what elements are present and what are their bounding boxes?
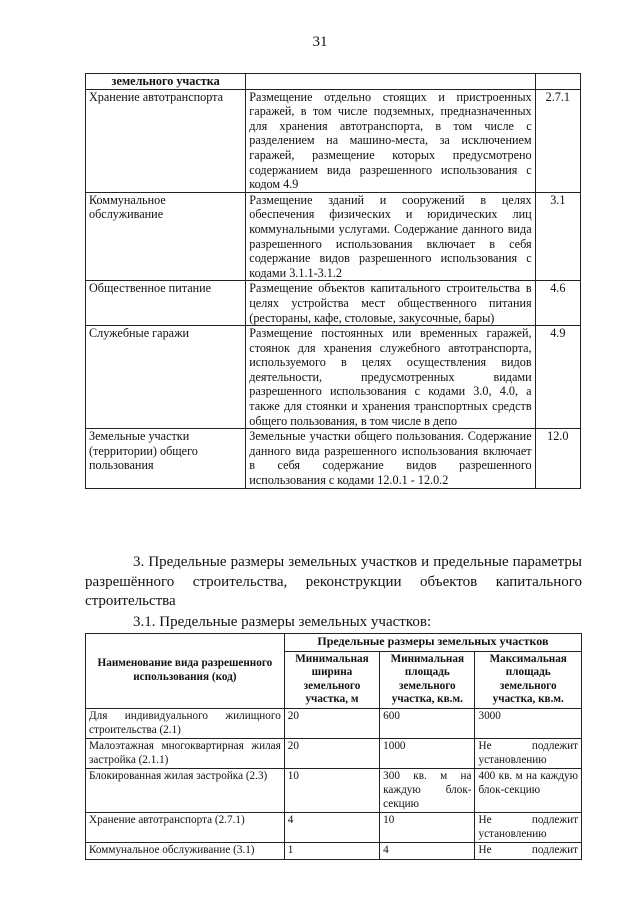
use-name: Малоэтажная многоквартирная жилая застройка (2.1.1) [86,739,285,769]
max-area-value: Не подлежит установлению [475,813,582,843]
table-row [86,89,581,192]
use-name: Служебные гаражи [86,326,246,429]
use-description: Размещение постоянных или временных гаражей, стоянок для хранения служебного автотранспорта, используемого в целях осуществления видов деятельности, предусмотренных видами разрешенного использования с кодами 3.0, 4.0, а также для стоянки и хранения транспортных средств общего пользования, в том числе в депо [246,326,535,429]
column-group-header: Предельные размеры земельных участков [284,634,581,652]
min-area-value: 600 [380,708,475,738]
use-code: 12.0 [535,429,580,488]
use-name: Общественное питание [86,281,246,326]
section-heading-paragraph: 3. Предельные размеры земельных участков и предельные параметры разрешённого строительства, реконструкции объектов капитального строительства [85,554,582,609]
table-header-row [86,634,582,652]
column-header-max-area: Максимальная площадь земельного участка, кв.м. [475,651,582,708]
use-name: Коммунальное обслуживание [86,192,246,281]
use-code: 4.9 [535,326,580,429]
min-area-value: 4 [380,843,475,860]
table-row [86,326,581,429]
table-row [86,813,582,843]
min-width-value: 4 [284,813,379,843]
min-width-value: 10 [284,769,379,813]
table-row [86,429,581,488]
use-name: Хранение автотранспорта [86,89,246,192]
use-code: 4.6 [535,281,580,326]
min-area-value: 1000 [380,739,475,769]
table-row [86,843,582,860]
table-row [86,74,581,90]
use-name: Земельные участки (территории) общего пользования [86,429,246,488]
use-name: Хранение автотранспорта (2.7.1) [86,813,285,843]
min-width-value: 20 [284,739,379,769]
column-header-min-area: Минимальная площадь земельного участка, кв.м. [380,651,475,708]
table-cell-header-fragment: земельного участка [86,74,246,90]
table-row [86,192,581,281]
max-area-value: 400 кв. м на каждую блок-секцию [475,769,582,813]
use-description: Размещение объектов капитального строительства в целях устройства мест общественного питания (рестораны, кафе, столовые, закусочные, бары) [246,281,535,326]
table-row [86,281,581,326]
permitted-use-table [85,73,581,489]
min-width-value: 20 [284,708,379,738]
column-header-min-width: Минимальная ширина земельного участка, м [284,651,379,708]
table-cell-empty [246,74,535,90]
table-cell-empty [535,74,580,90]
use-code: 3.1 [535,192,580,281]
table-row [86,708,582,738]
use-name: Коммунальное обслуживание (3.1) [86,843,285,860]
subsection-paragraph: 3.1. Предельные размеры земельных участков: [133,614,432,630]
use-description: Земельные участки общего пользования. Содержание данного вида разрешенного использования включает в себя содержание видов разрешенного использования с кодами 12.0.1 - 12.0.2 [246,429,535,488]
min-area-value: 10 [380,813,475,843]
use-code: 2.7.1 [535,89,580,192]
table-row [86,769,582,813]
use-description: Размещение зданий и сооружений в целях обеспечения физических и юридических лиц коммунальными услугами. Содержание данного вида разрешенного использования включает в себя содержание видов разрешенного использования с кодами 3.1.1-3.1.2 [246,192,535,281]
use-name: Блокированная жилая застройка (2.3) [86,769,285,813]
use-description: Размещение отдельно стоящих и пристроенных гаражей, в том числе подземных, предназначенных для хранения автотранспорта, в том числе с разделением на машино-места, за исключением гаражей, размещение которых предусмотрено содержанием вида разрешенного использования с кодом 4.9 [246,89,535,192]
min-width-value: 1 [284,843,379,860]
table-row [86,739,582,769]
max-area-value: 3000 [475,708,582,738]
page-number: 31 [312,34,328,50]
column-header-use-name: Наименование вида разрешенного использования (код) [86,634,285,709]
max-area-value: Не подлежит установлению [475,739,582,769]
use-name: Для индивидуального жилищного строительства (2.1) [86,708,285,738]
plot-size-limits-table [85,633,582,860]
min-area-value: 300 кв. м на каждую блок-секцию [380,769,475,813]
max-area-value: Не подлежит [475,843,582,860]
